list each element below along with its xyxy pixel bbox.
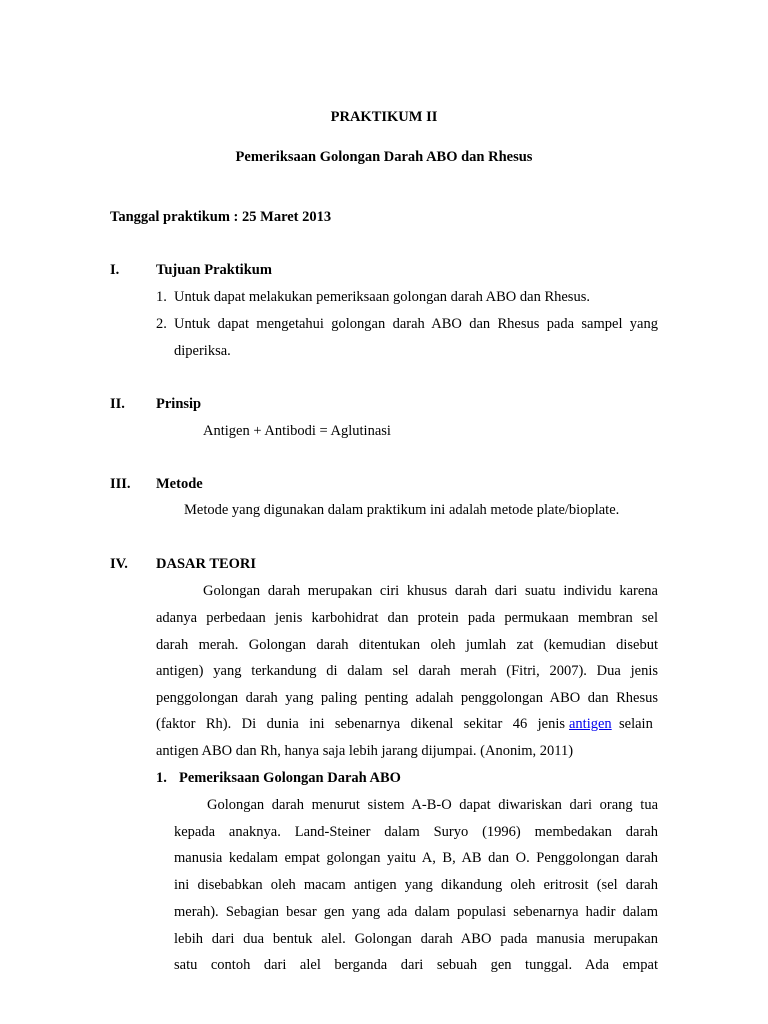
section-heading-dasar-teori: DASAR TEORI (156, 556, 257, 572)
list-item-number: 1. (156, 289, 167, 305)
paragraph-line: penggolongan darah yang paling penting adalah penggolongan ABO dan Rhesus (156, 690, 658, 706)
antigen-link[interactable]: antigen (569, 716, 612, 732)
subsection-heading: Pemeriksaan Golongan Darah ABO (179, 770, 401, 786)
document-subtitle: Pemeriksaan Golongan Darah ABO dan Rhesus (235, 149, 533, 165)
method-text: Metode yang digunakan dalam praktikum ini adalah metode plate/bioplate. (184, 502, 620, 518)
paragraph-line: antigen) yang terkandung di dalam sel darah merah (Fitri, 2007). Dua jenis (156, 663, 658, 679)
subsection-number: 1. (156, 770, 167, 786)
paragraph-line: kepada anaknya. Land-Steiner dalam Suryo (1996) membedakan darah (174, 824, 658, 840)
paragraph-line: antigen ABO dan Rh, hanya saja lebih jarang dijumpai. (Anonim, 2011) (156, 743, 574, 759)
section-number-metode: III. (110, 476, 131, 492)
paragraph-line: Golongan darah merupakan ciri khusus darah dari suatu individu karena (203, 583, 658, 599)
paragraph-line: satu contoh dari alel berganda dari sebuah gen tunggal. Ada empat (174, 957, 658, 973)
paragraph-line: (faktor Rh). Di dunia ini sebenarnya dikenal sekitar 46 jenis (156, 716, 565, 732)
list-item-text: Untuk dapat mengetahui golongan darah ABO dan Rhesus pada sampel yang (174, 316, 658, 332)
list-item-number: 2. (156, 316, 167, 332)
paragraph-line: darah merah. Golongan darah ditentukan oleh jumlah zat (kemudian disebut (156, 637, 658, 653)
paragraph-line-tail: selain (619, 716, 653, 732)
document-title: PRAKTIKUM II (330, 109, 438, 125)
section-number-prinsip: II. (110, 396, 125, 412)
section-heading-tujuan: Tujuan Praktikum (156, 262, 272, 278)
paragraph-line: merah). Sebagian besar gen yang ada dalam populasi sebenarnya hadir dalam (174, 904, 658, 920)
list-item-continuation: diperiksa. (174, 343, 231, 359)
paragraph-line: Golongan darah menurut sistem A-B-O dapat diwariskan dari orang tua (207, 797, 658, 813)
paragraph-line: lebih dari dua bentuk alel. Golongan darah ABO pada manusia merupakan (174, 931, 658, 947)
list-item-text: Untuk dapat melakukan pemeriksaan golongan darah ABO dan Rhesus. (174, 289, 590, 305)
paragraph-line: manusia kedalam empat golongan yaitu A, B, AB dan O. Penggolongan darah (174, 850, 658, 866)
principle-formula: Antigen + Antibodi = Aglutinasi (203, 423, 391, 439)
practicum-date: Tanggal praktikum : 25 Maret 2013 (110, 209, 332, 225)
paragraph-line: ini disebabkan oleh macam antigen yang dikandung oleh eritrosit (sel darah (174, 877, 658, 893)
section-number-tujuan: I. (110, 262, 120, 278)
section-heading-prinsip: Prinsip (156, 396, 202, 412)
section-heading-metode: Metode (156, 476, 203, 492)
section-number-dasar-teori: IV. (110, 556, 128, 572)
paragraph-line: adanya perbedaan jenis karbohidrat dan protein pada permukaan membran sel (156, 610, 658, 626)
